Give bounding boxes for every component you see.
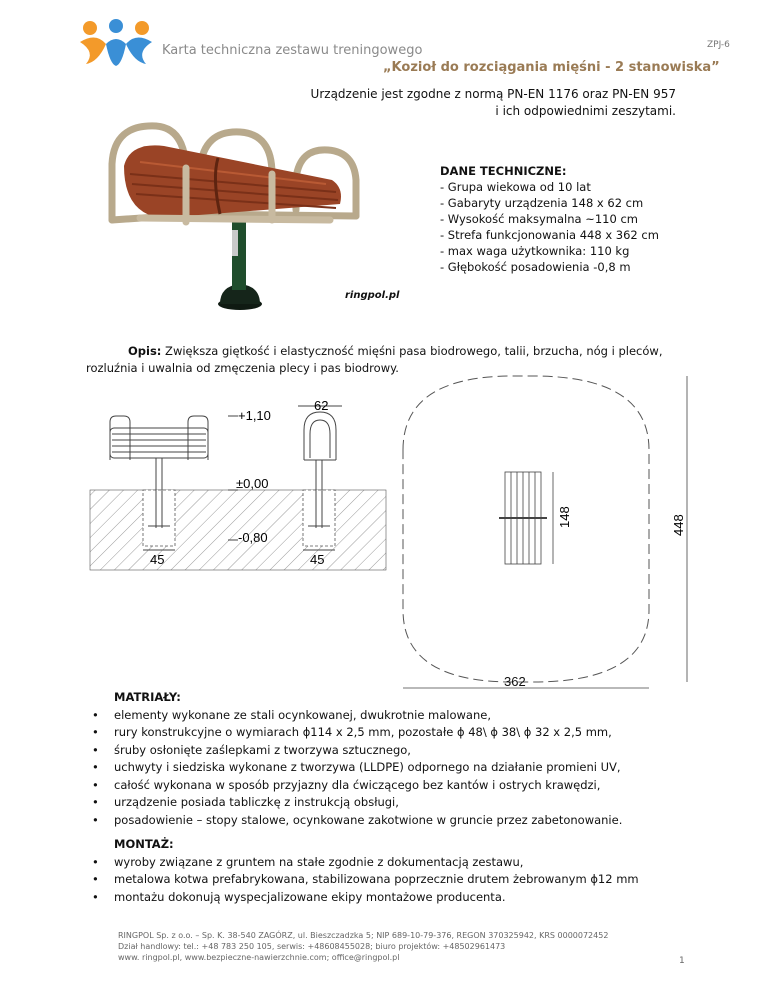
list-item: • rury konstrukcyjne o wymiarach ϕ114 x 2,5 mm, pozostałe ϕ 48\ ϕ 38\ ϕ 32 x 2,5 mm, [114, 724, 722, 742]
description-label: Opis: [128, 344, 162, 358]
list-item: • uchwyty i siedziska wykonane z tworzywa (LLDPE) odpornego na działanie promieni UV, [114, 759, 722, 777]
foundation-width-right: 45 [310, 552, 325, 567]
page-number: 1 [679, 956, 685, 966]
list-item: • wyroby związane z gruntem na stałe zgodnie z dokumentacją zestawu, [114, 854, 722, 872]
list-item: • elementy wykonane ze stali ocynkowanej, dwukrotnie malowane, [114, 707, 722, 725]
brand-watermark: ringpol.pl [345, 290, 400, 301]
materials-section [82, 689, 722, 829]
assembly-section [82, 836, 722, 906]
spec-item: - Wysokość maksymalna ~110 cm [440, 212, 638, 226]
list-item: • metalowa kotwa prefabrykowana, stabilizowana poprzecznie drutem żebrowanym ϕ12 mm [114, 871, 722, 889]
safety-zone-plan [393, 370, 703, 690]
foundation-width-left: 45 [150, 552, 165, 567]
materials-title: MATRIAŁY: [114, 690, 181, 704]
company-logo [76, 18, 156, 70]
product-code: ZPJ-6 [707, 40, 730, 50]
width-label: 62 [314, 398, 329, 413]
zone-length-label: 448 [671, 514, 686, 536]
ground-level-label: ±0,00 [236, 476, 269, 491]
technical-data [440, 163, 659, 275]
technical-data-title: DANE TECHNICZNE: [440, 164, 567, 178]
spec-item: - max waga użytkownika: 110 kg [440, 244, 630, 258]
elevation-drawing [88, 398, 388, 574]
document-title: Karta techniczna zestawu treningowego [162, 43, 423, 58]
list-item: • śruby osłonięte zaślepkami z tworzywa sztucznego, [114, 742, 722, 760]
zone-width-label: 362 [504, 674, 526, 689]
list-item: • urządzenie posiada tabliczkę z instrukcją obsługi, [114, 794, 722, 812]
list-item: • całość wykonana w sposób przyjazny dla ćwiczącego bez kantów i ostrych krawędzi, [114, 777, 722, 795]
list-item: • posadowienie – stopy stalowe, ocynkowane zakotwione w gruncie przez zabetonowanie. [114, 812, 722, 830]
assembly-title: MONTAŻ: [114, 837, 174, 851]
spec-item: - Strefa funkcjonowania 448 x 362 cm [440, 228, 659, 242]
spec-item: - Grupa wiekowa od 10 lat [440, 180, 591, 194]
device-length-label: 148 [557, 506, 572, 528]
company-footer: RINGPOL Sp. z o.o. – Sp. K. 38-540 ZAGÓRZ, ul. Bieszczadzka 5; NIP 689-10-79-376, REGON 370325942, KRS 0000072452 Dział handlowy: tel.: +48 783 250 105, serwis: +48608455028; biuro projektów: +48502961473 www. ringpol.pl, www.bezpieczne-nawierzchnie.com; office@ringpol.pl [118, 931, 609, 962]
height-label: +1,10 [238, 408, 271, 423]
spec-item: - Gabaryty urządzenia 148 x 62 cm [440, 196, 644, 210]
depth-label: -0,80 [238, 530, 268, 545]
spec-item: - Głębokość posadowienia -0,8 m [440, 260, 631, 274]
list-item: • montażu dokonują wyspecjalizowane ekipy montażowe producenta. [114, 889, 722, 907]
description-text: Zwiększa giętkość i elastyczność mięśni pasa biodrowego, talii, brzucha, nóg i pleców, rozluźnia i uwalnia od zmęczenia plecy i pas biodrowy. [86, 344, 663, 375]
product-name: „Kozioł do rozciągania mięśni - 2 stanowiska” [383, 60, 720, 75]
norm-statement: Urządzenie jest zgodne z normą PN-EN 1176 oraz PN-EN 957 i ich odpowiednimi zeszytami. [310, 87, 676, 118]
product-illustration [100, 118, 430, 318]
